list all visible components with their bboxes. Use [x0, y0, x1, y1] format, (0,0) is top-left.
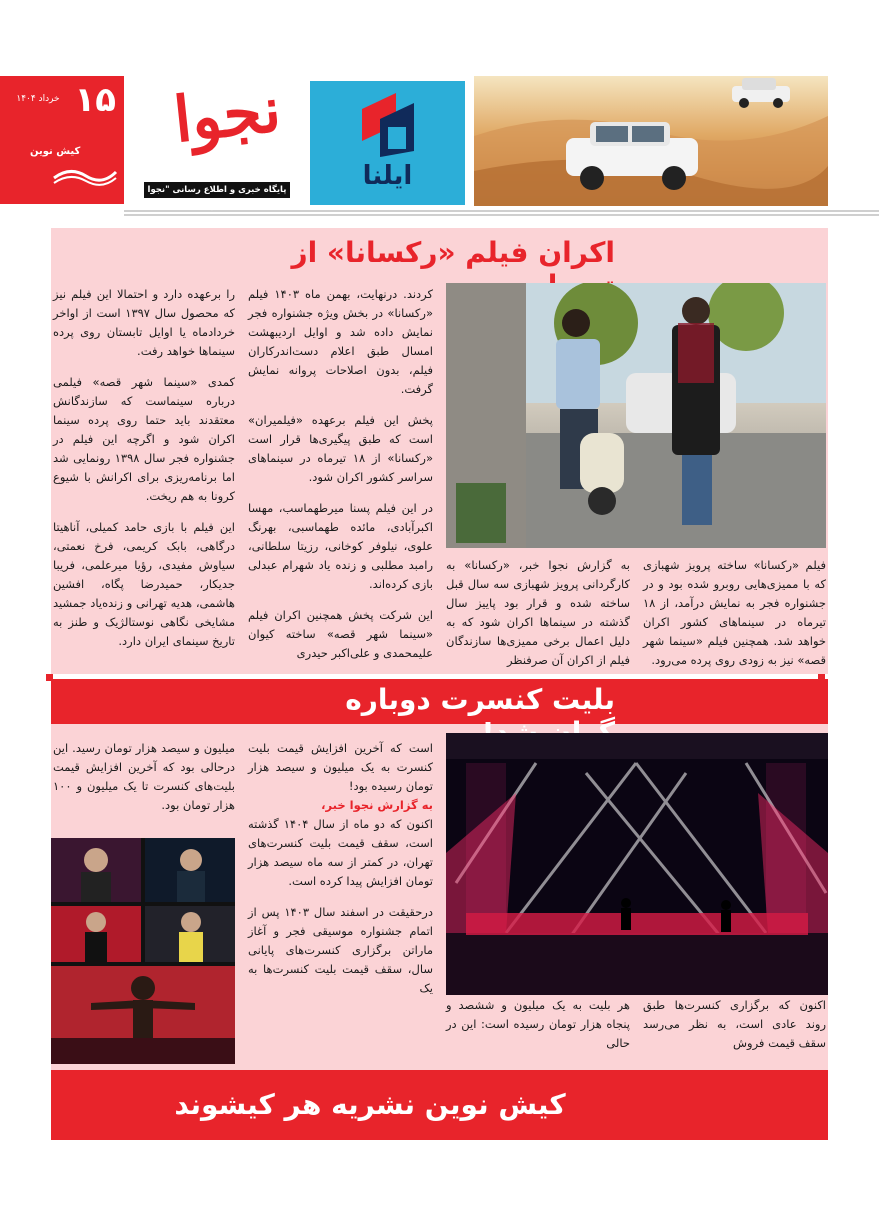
film-paragraph: پخش این فیلم برعهده «فیلمیران» است که طبق پیگیری‌ها قرار است «رکسانا» از ۱۸ تیرماه در سینماهای سراسر کشور اکران شود.	[248, 413, 433, 484]
concert-paragraph: اکنون که دو ماه از سال ۱۴۰۴ گذشته است، سقف قیمت بلیت کنسرت‌های تهران، در کمتر از سه ماه سیصد هزار تومان افزایش پیدا کرده است.	[248, 817, 433, 888]
header-rule	[124, 214, 879, 216]
singers-collage-illustration	[51, 838, 235, 1064]
page-number: ۱۵	[74, 80, 116, 120]
film-paragraph: را برعهده دارد و احتمالا این فیلم نیز که محصول سال ۱۳۹۷ است از اواخر خردادماه یا اوایل تابستان روی پرده سینماها خواهد رفت.	[53, 287, 235, 358]
roxana-film-photo	[446, 283, 826, 548]
header-rule	[124, 210, 879, 212]
concert-text-col-right	[643, 996, 826, 1065]
concert-text-col-mid-bottom	[446, 996, 630, 1065]
film-paragraph: کمدی «سینما شهر قصه» فیلمی درباره سینماست که سازندگانش معتقدند باید حتما روی پرده سینما اکران شود و اگرچه این فیلم در جشنواره فجر سال ۱۳۹۸ رونمایی شد اما برنامه‌ریزی برای اکرانش با شیوع کرونا به هم ریخت.	[53, 375, 236, 503]
concert-text-col-mid	[248, 739, 433, 1010]
film-paragraph: به گزارش نجوا خبر، «رکسانا» به کارگردانی پرویز شهبازی سه سال قبل ساخته شده و قرار بود پاییز سال گذشته در سینماها اکران شود که به دلیل اعمال برخی ممیزی‌ها سازندگان فیلم از اکران آن صرفنظر	[446, 558, 630, 667]
film-paragraph: این شرکت پخش همچنین اکران فیلم «سینما شهر قصه» ساخته کیوان علیمحمدی و علی‌اکبر حیدری	[248, 608, 433, 660]
ilna-logo-text: ایلنا	[362, 161, 413, 191]
film-paragraph: در این فیلم پسنا میرطهماسب، مهسا اکبرآبادی، مائده طهماسبی، بهرنگ علوی، نیلوفر کوخانی، رزیتا سلطانی، رامبد مطلبی و زنده یاد شهرام عبدلی بازی کرده‌اند.	[248, 501, 433, 591]
concert-paragraph: درحقیقت در اسفند سال ۱۴۰۳ پس از اتمام جشنواره موسیقی فجر و آغاز ماراتن برگزاری کنسرت‌های پایانی سال، سقف قیمت بلیت کنسرت‌ها به یک	[248, 905, 433, 995]
concert-text-col-left	[53, 739, 235, 827]
ilna-logo-block	[310, 81, 465, 205]
page-number-tab	[0, 76, 124, 204]
singers-collage-photo	[51, 838, 235, 1064]
film-text-col-right	[643, 556, 826, 682]
corner-dot	[46, 674, 53, 681]
film-paragraph: کردند. درنهایت، بهمن ماه ۱۴۰۳ فیلم «رکسانا» در بخش ویژه جشنواره فجر نمایش داده شد و اوایل اردیبهشت امسال طبق اعلام دست‌اندرکاران فیلم، بدون اصلاحات پروانه نمایش گرفت.	[248, 287, 433, 396]
brand-name: کیش نوین	[30, 146, 81, 157]
concert-paragraph: است که آخرین افزایش قیمت بلیت کنسرت به یک میلیون و سیصد هزار تومان رسیده بود!	[248, 741, 433, 793]
desert-safari-photo	[474, 76, 828, 206]
concert-stage-photo	[446, 733, 828, 995]
film-text-col-mid	[248, 285, 433, 675]
najva-logo-block	[142, 72, 292, 211]
footer-slogan: کیش نوین نشریه هر کیشوند	[174, 1088, 566, 1121]
concert-paragraph: میلیون و سیصد هزار تومان رسید. این درحالی بود که آخرین افزایش قیمت بلیت‌های کنسرت تا یک میلیون و ۱۰۰ هزار تومان بود.	[53, 741, 235, 812]
film-text-col-left	[53, 285, 235, 663]
article-film-title: اکران فیلم «رکسانا» از	[291, 236, 615, 269]
concert-paragraph: هر بلیت به یک میلیون و ششصد و پنجاه هزار تومان رسیده است: این در حالی	[446, 998, 630, 1050]
film-paragraph: این فیلم با بازی حامد کمیلی، آناهیتا درگاهی، بابک کریمی، فرخ نعمتی، سیاوش مفیدی، رؤیا میرعلمی، فریبا جدیکار، حمیدرضا پگاه، افشین هاشمی، هدیه تهرانی و زنده‌یاد جمشید مشایخی نگاهی نوستالژیک و طنز به تاریخ سینمای ایران دارد.	[53, 520, 235, 648]
concert-lead: به گزارش نجوا خبر،	[321, 798, 433, 812]
concert-paragraph: اکنون که برگزاری کنسرت‌ها طبق روند عادی است، به نظر می‌رسد سقف قیمت فروش	[643, 998, 826, 1050]
issue-date: خرداد ۱۴۰۴	[16, 94, 60, 104]
corner-dot	[818, 674, 825, 681]
film-scene-illustration	[446, 283, 826, 548]
wave-logo-icon	[52, 164, 118, 186]
film-text-col-mid-bottom	[446, 556, 630, 682]
film-paragraph: فیلم «رکسانا» ساخته پرویز شهبازی که با ممیزی‌هایی روبرو شده بود و در جشنواره فجر به نمایش درآمد، از ۱۸ تیرماه در سینماهای کشور اکران خواهد شد. همچنین فیلم «سینما شهر قصه» نیز به زودی روی پرده می‌رود.	[643, 558, 826, 667]
desert-illustration	[474, 76, 828, 206]
najva-logo: نجوا	[170, 72, 285, 157]
ilna-emblem-icon	[354, 89, 422, 159]
najva-tagline: پایگاه خبری و اطلاع رسانی "نجوا خبر"	[144, 182, 290, 198]
article-concert-title: بلیت کنسرت دوباره	[345, 683, 615, 716]
concert-stage-illustration	[446, 733, 828, 995]
